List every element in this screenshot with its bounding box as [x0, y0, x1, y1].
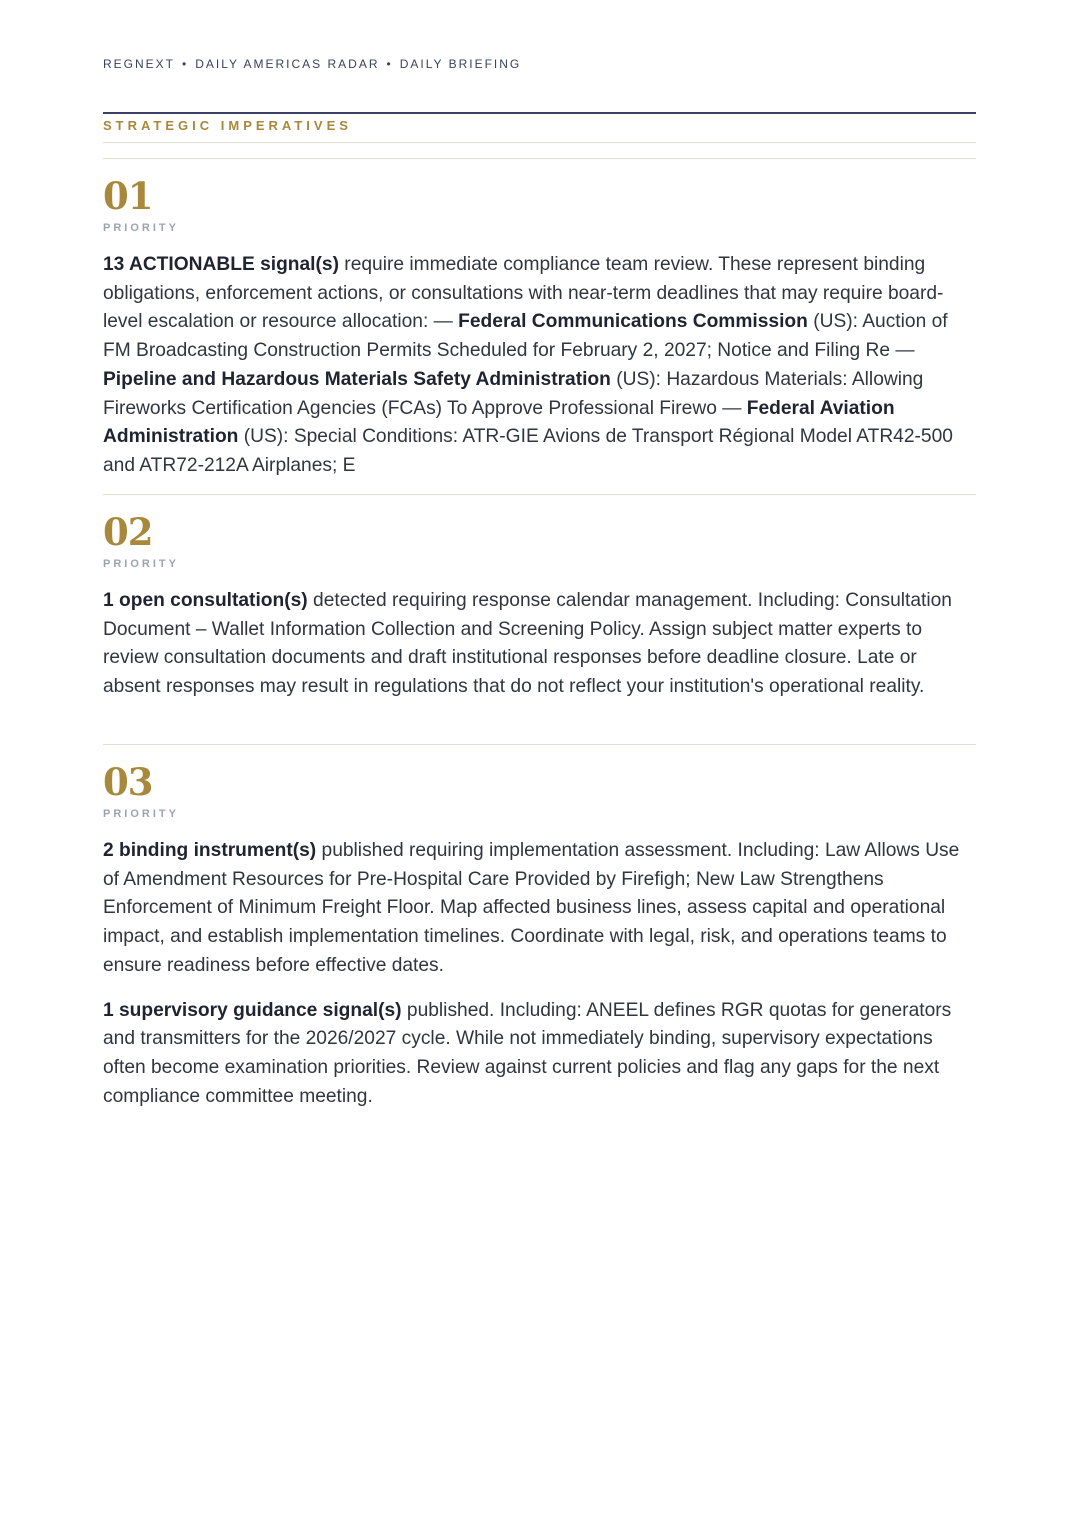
- priority-paragraph: [103, 587, 976, 702]
- emphasis-text: Federal Communications Commission: [458, 311, 808, 333]
- priority-body: [103, 587, 976, 702]
- priority-paragraph: [103, 997, 976, 1112]
- section-rule: [103, 142, 976, 143]
- header-separator: •: [182, 57, 189, 71]
- priority-number: 01: [103, 174, 153, 218]
- priority-divider: [103, 158, 976, 159]
- emphasis-text: Pipeline and Hazardous Materials Safety Administration: [103, 368, 611, 390]
- body-text: (US): Hazardous Materials: Allowing Fireworks Certification Agencies (FCAs) To Approve Professional Firewo —: [103, 368, 924, 419]
- priority-paragraph: [103, 251, 976, 481]
- emphasis-text: 1 supervisory guidance signal(s): [103, 999, 402, 1021]
- emphasis-text: Federal Aviation Administration: [103, 397, 895, 448]
- priority-number: 03: [103, 760, 153, 804]
- emphasis-text: 13 ACTIONABLE signal(s): [103, 254, 339, 275]
- header-publication: DAILY AMERICAS RADAR: [195, 57, 380, 71]
- priority-paragraph: [103, 837, 976, 981]
- body-text: (US): Auction of FM Broadcasting Construction Permits Scheduled for February 2, 2027; Notice and Filing Re —: [103, 311, 948, 362]
- section-title: STRATEGIC IMPERATIVES: [103, 118, 352, 133]
- header-brand: REGNEXT: [103, 57, 176, 71]
- priority-label: PRIORITY: [103, 808, 179, 820]
- emphasis-text: 2 binding instrument(s): [103, 840, 317, 861]
- body-text: detected requiring response calendar management. Including: Consultation Document – Wallet Information Collection and Screening Policy. Assign subject matter experts to review consultation documents and draft institutional responses before deadline closure. Late or absent responses may result in regulations that do not reflect your institution's operational reality.: [103, 590, 952, 698]
- priority-body: [103, 251, 976, 481]
- emphasis-text: 1 open consultation(s): [103, 590, 308, 611]
- priority-divider: [103, 494, 976, 495]
- priority-label: PRIORITY: [103, 558, 179, 570]
- header-rule: [103, 112, 976, 114]
- body-text: require immediate compliance team review. These represent binding obligations, enforcement actions, or consultations with near-term deadlines that may require board-level escalation or resource allocation: —: [103, 254, 944, 333]
- priority-body: [103, 837, 976, 1111]
- priority-item: [103, 176, 976, 497]
- priority-item: [103, 512, 976, 718]
- body-text: published. Including: ANEEL defines RGR quotas for generators and transmitters for the 2026/2027 cycle. While not immediately binding, supervisory expectations often become examination priorities. Review against current policies and flag any gaps for the next compliance committee meeting.: [103, 999, 952, 1107]
- body-text: published requiring implementation assessment. Including: Law Allows Use of Amendment Resources for Pre-Hospital Care Provided by Firefigh; New Law Strengthens Enforcement of Minimum Freight Floor. Map affected business lines, assess capital and operational impact, and establish implementation timelines. Coordinate with legal, risk, and operations teams to ensure readiness before effective dates.: [103, 840, 960, 976]
- priority-number: 02: [103, 510, 153, 554]
- priority-item: [103, 762, 976, 1127]
- priority-divider: [103, 744, 976, 745]
- priority-label: PRIORITY: [103, 222, 179, 234]
- running-header: [103, 57, 521, 71]
- header-separator: •: [386, 57, 393, 71]
- body-text: (US): Special Conditions: ATR-GIE Avions de Transport Régional Model ATR42-500 and ATR72-212A Airplanes; E: [103, 426, 953, 476]
- header-edition: DAILY BRIEFING: [399, 57, 522, 71]
